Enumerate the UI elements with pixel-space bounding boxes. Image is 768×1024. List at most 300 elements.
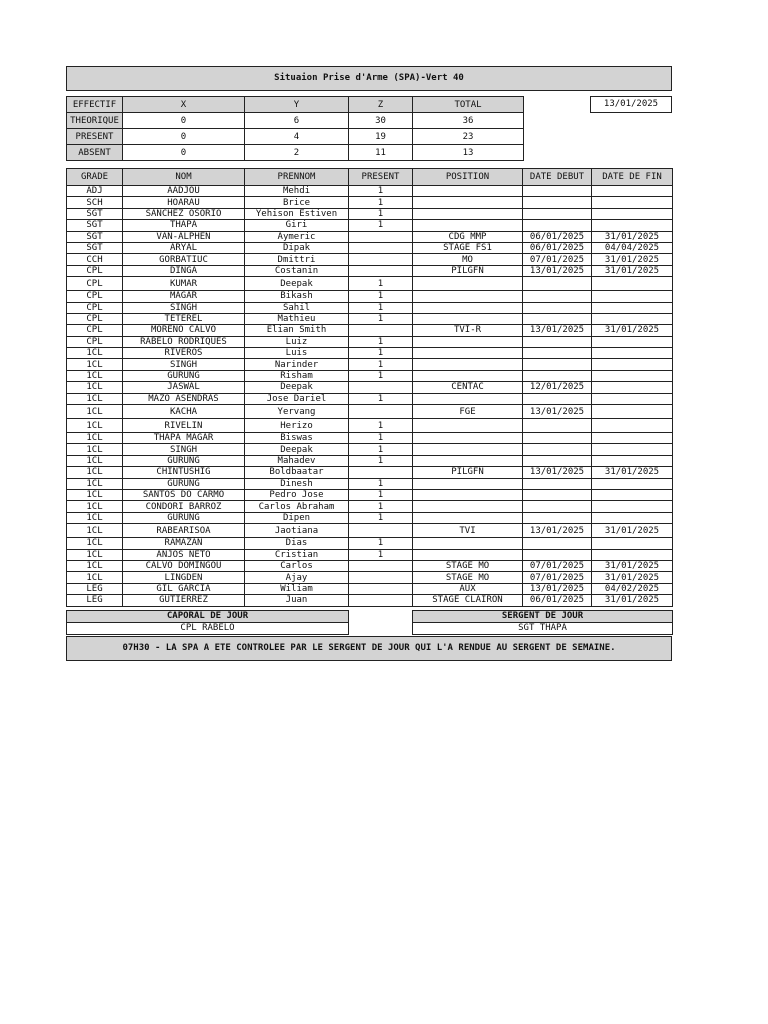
nom-cell: GURUNG — [123, 512, 245, 523]
date-fin-cell — [592, 478, 673, 489]
date-fin-cell — [592, 382, 673, 393]
date-fin-cell — [592, 336, 673, 347]
present-cell: 1 — [349, 291, 413, 302]
summary-row-label: ABSENT — [67, 145, 123, 161]
summary-value-cell: 36 — [413, 113, 524, 129]
nom-cell: SINGH — [123, 302, 245, 313]
date-fin-cell: 31/01/2025 — [592, 572, 673, 583]
present-cell: 1 — [349, 220, 413, 231]
position-cell — [413, 478, 523, 489]
present-cell — [349, 524, 413, 538]
prenom-cell: Ajay — [245, 572, 349, 583]
present-cell: 1 — [349, 359, 413, 370]
prenom-cell: Mahadev — [245, 455, 349, 466]
position-cell — [413, 348, 523, 359]
prenom-cell: Dias — [245, 538, 349, 549]
position-cell — [413, 359, 523, 370]
date-fin-cell — [592, 302, 673, 313]
date-fin-cell — [592, 348, 673, 359]
date-fin-cell — [592, 197, 673, 208]
present-cell: 1 — [349, 336, 413, 347]
nom-cell: KUMAR — [123, 277, 245, 291]
table-row — [67, 254, 673, 265]
prenom-cell: Deepak — [245, 444, 349, 455]
table-row — [67, 370, 673, 381]
grade-cell: CPL — [67, 291, 123, 302]
table-row — [67, 524, 673, 538]
position-cell — [413, 313, 523, 324]
present-cell: 1 — [349, 455, 413, 466]
prenom-cell: Bikash — [245, 291, 349, 302]
position-cell: STAGE MO — [413, 560, 523, 571]
date-debut-cell: 12/01/2025 — [523, 382, 592, 393]
roster-header-cell: DATE DEBUT — [523, 169, 592, 186]
date-fin-cell — [592, 208, 673, 219]
nom-cell: GORBATIUC — [123, 254, 245, 265]
date-debut-cell — [523, 433, 592, 444]
nom-cell: VAN-ALPHEN — [123, 231, 245, 242]
present-cell — [349, 560, 413, 571]
roster-header-cell: PRENNOM — [245, 169, 349, 186]
nom-cell: TETEREL — [123, 313, 245, 324]
summary-value-cell: 0 — [123, 113, 245, 129]
prenom-cell: Elian Smith — [245, 325, 349, 336]
nom-cell: AADJOU — [123, 186, 245, 197]
date-fin-cell — [592, 186, 673, 197]
position-cell — [413, 336, 523, 347]
present-cell: 1 — [349, 549, 413, 560]
table-row — [67, 265, 673, 276]
present-cell: 1 — [349, 489, 413, 500]
summary-row-label: THEORIQUE — [67, 113, 123, 129]
date-fin-cell — [592, 538, 673, 549]
prenom-cell: Risham — [245, 370, 349, 381]
date-debut-cell — [523, 348, 592, 359]
nom-cell: CALVO DOMINGOU — [123, 560, 245, 571]
summary-header-cell: TOTAL — [413, 97, 524, 113]
date-debut-cell — [523, 419, 592, 433]
present-cell: 1 — [349, 277, 413, 291]
prenom-cell: Carlos Abraham — [245, 501, 349, 512]
grade-cell: SGT — [67, 220, 123, 231]
nom-cell: MAZO ASENDRAS — [123, 393, 245, 404]
table-row — [67, 595, 673, 606]
position-cell — [413, 197, 523, 208]
position-cell — [413, 393, 523, 404]
date-debut-cell — [523, 313, 592, 324]
summary-value-cell: 0 — [123, 129, 245, 145]
date-fin-cell — [592, 370, 673, 381]
present-cell: 1 — [349, 302, 413, 313]
date-fin-cell — [592, 359, 673, 370]
grade-cell: CPL — [67, 325, 123, 336]
prenom-cell: Giri — [245, 220, 349, 231]
position-cell: FGE — [413, 405, 523, 419]
position-cell — [413, 291, 523, 302]
grade-cell: 1CL — [67, 455, 123, 466]
prenom-cell: Yervang — [245, 405, 349, 419]
nom-cell: SINGH — [123, 444, 245, 455]
date-fin-cell: 31/01/2025 — [592, 595, 673, 606]
date-debut-cell: 13/01/2025 — [523, 524, 592, 538]
prenom-cell: Biswas — [245, 433, 349, 444]
grade-cell: 1CL — [67, 572, 123, 583]
present-cell: 1 — [349, 370, 413, 381]
position-cell: STAGE CLAIRON — [413, 595, 523, 606]
date-debut-cell — [523, 538, 592, 549]
grade-cell: LEG — [67, 595, 123, 606]
position-cell — [413, 444, 523, 455]
nom-cell: GIL GARCIA — [123, 583, 245, 594]
summary-header-cell: X — [123, 97, 245, 113]
position-cell — [413, 549, 523, 560]
control-note: 07H30 - LA SPA A ETE CONTROLEE PAR LE SERGENT DE JOUR QUI L'A RENDUE AU SERGENT DE SEMAINE. — [66, 636, 672, 661]
nom-cell: SANCHEZ OSORIO — [123, 208, 245, 219]
table-row — [67, 560, 673, 571]
grade-cell: CCH — [67, 254, 123, 265]
date-fin-cell — [592, 419, 673, 433]
present-cell: 1 — [349, 433, 413, 444]
date-fin-cell: 31/01/2025 — [592, 560, 673, 571]
prenom-cell: Jaotiana — [245, 524, 349, 538]
date-debut-cell — [523, 291, 592, 302]
position-cell — [413, 186, 523, 197]
roster-table — [66, 168, 673, 607]
table-row — [67, 572, 673, 583]
prenom-cell: Deepak — [245, 382, 349, 393]
summary-value-cell: 11 — [349, 145, 413, 161]
position-cell — [413, 220, 523, 231]
present-cell — [349, 231, 413, 242]
table-row — [67, 467, 673, 478]
table-row — [67, 291, 673, 302]
position-cell — [413, 455, 523, 466]
grade-cell: 1CL — [67, 433, 123, 444]
prenom-cell: Aymeric — [245, 231, 349, 242]
sergent-label: SERGENT DE JOUR — [413, 611, 673, 623]
nom-cell: MAGAR — [123, 291, 245, 302]
date-debut-cell: 06/01/2025 — [523, 595, 592, 606]
summary-header-row — [67, 97, 524, 113]
date-debut-cell — [523, 186, 592, 197]
roster-header-cell: PRESENT — [349, 169, 413, 186]
date-debut-cell: 06/01/2025 — [523, 242, 592, 253]
present-cell: 1 — [349, 478, 413, 489]
date-debut-cell: 07/01/2025 — [523, 572, 592, 583]
grade-cell: 1CL — [67, 501, 123, 512]
prenom-cell: Herizo — [245, 419, 349, 433]
table-row — [67, 231, 673, 242]
summary-row — [67, 145, 524, 161]
position-cell — [413, 433, 523, 444]
nom-cell: GUTIERREZ — [123, 595, 245, 606]
date-fin-cell: 04/02/2025 — [592, 583, 673, 594]
date-fin-cell: 31/01/2025 — [592, 467, 673, 478]
table-row — [67, 242, 673, 253]
sergent-name: SGT THAPA — [413, 623, 673, 635]
grade-cell: 1CL — [67, 419, 123, 433]
grade-cell: SGT — [67, 242, 123, 253]
date-debut-cell — [523, 512, 592, 523]
position-cell: PILGFN — [413, 467, 523, 478]
nom-cell: SINGH — [123, 359, 245, 370]
grade-cell: 1CL — [67, 512, 123, 523]
position-cell — [413, 302, 523, 313]
position-cell: STAGE FS1 — [413, 242, 523, 253]
summary-value-cell: 2 — [245, 145, 349, 161]
present-cell: 1 — [349, 348, 413, 359]
prenom-cell: Sahil — [245, 302, 349, 313]
present-cell — [349, 405, 413, 419]
position-cell: STAGE MO — [413, 572, 523, 583]
nom-cell: GURUNG — [123, 478, 245, 489]
prenom-cell: Dipak — [245, 242, 349, 253]
grade-cell: 1CL — [67, 467, 123, 478]
table-row — [67, 359, 673, 370]
prenom-cell: Wiliam — [245, 583, 349, 594]
present-cell: 1 — [349, 197, 413, 208]
table-row — [67, 325, 673, 336]
table-row — [67, 489, 673, 500]
nom-cell: ARYAL — [123, 242, 245, 253]
table-row — [67, 512, 673, 523]
summary-row — [67, 113, 524, 129]
date-debut-cell: 13/01/2025 — [523, 405, 592, 419]
table-row — [67, 538, 673, 549]
date-debut-cell — [523, 478, 592, 489]
present-cell: 1 — [349, 186, 413, 197]
date-fin-cell — [592, 444, 673, 455]
date-fin-cell: 31/01/2025 — [592, 254, 673, 265]
grade-cell: 1CL — [67, 393, 123, 404]
report-date: 13/01/2025 — [590, 96, 672, 113]
date-fin-cell: 31/01/2025 — [592, 231, 673, 242]
table-row — [67, 336, 673, 347]
position-cell — [413, 538, 523, 549]
table-row — [67, 444, 673, 455]
caporal-label: CAPORAL DE JOUR — [67, 611, 349, 623]
date-debut-cell — [523, 302, 592, 313]
present-cell: 1 — [349, 538, 413, 549]
date-fin-cell — [592, 277, 673, 291]
position-cell — [413, 208, 523, 219]
table-row — [67, 478, 673, 489]
date-debut-cell — [523, 359, 592, 370]
present-cell — [349, 595, 413, 606]
nom-cell: THAPA — [123, 220, 245, 231]
position-cell — [413, 277, 523, 291]
table-row — [67, 433, 673, 444]
date-fin-cell — [592, 512, 673, 523]
date-fin-cell — [592, 433, 673, 444]
nom-cell: LINGDEN — [123, 572, 245, 583]
date-debut-cell: 13/01/2025 — [523, 265, 592, 276]
nom-cell: ANJOS NETO — [123, 549, 245, 560]
prenom-cell: Deepak — [245, 277, 349, 291]
grade-cell: SCH — [67, 197, 123, 208]
date-debut-cell — [523, 444, 592, 455]
present-cell: 1 — [349, 419, 413, 433]
date-fin-cell — [592, 489, 673, 500]
grade-cell: 1CL — [67, 405, 123, 419]
prenom-cell: Costanin — [245, 265, 349, 276]
table-row — [67, 583, 673, 594]
roster-header-cell: POSITION — [413, 169, 523, 186]
summary-value-cell: 23 — [413, 129, 524, 145]
grade-cell: SGT — [67, 231, 123, 242]
date-fin-cell — [592, 220, 673, 231]
nom-cell: GURUNG — [123, 370, 245, 381]
present-cell — [349, 325, 413, 336]
nom-cell: HOARAU — [123, 197, 245, 208]
prenom-cell: Mehdi — [245, 186, 349, 197]
nom-cell: DINGA — [123, 265, 245, 276]
grade-cell: 1CL — [67, 370, 123, 381]
present-cell: 1 — [349, 208, 413, 219]
prenom-cell: Mathieu — [245, 313, 349, 324]
position-cell: TVI-R — [413, 325, 523, 336]
table-row — [67, 549, 673, 560]
date-fin-cell — [592, 405, 673, 419]
position-cell: TVI — [413, 524, 523, 538]
present-cell — [349, 242, 413, 253]
prenom-cell: Narinder — [245, 359, 349, 370]
date-fin-cell — [592, 501, 673, 512]
position-cell: AUX — [413, 583, 523, 594]
present-cell: 1 — [349, 501, 413, 512]
page-title: Situaion Prise d'Arme (SPA)-Vert 40 — [66, 66, 672, 91]
grade-cell: CPL — [67, 265, 123, 276]
date-fin-cell — [592, 549, 673, 560]
present-cell — [349, 467, 413, 478]
table-row — [67, 220, 673, 231]
nom-cell: CHINTUSHIG — [123, 467, 245, 478]
prenom-cell: Cristian — [245, 549, 349, 560]
nom-cell: RIVEROS — [123, 348, 245, 359]
prenom-cell: Boldbaatar — [245, 467, 349, 478]
prenom-cell: Dipen — [245, 512, 349, 523]
summary-header-cell: Z — [349, 97, 413, 113]
table-row — [67, 277, 673, 291]
prenom-cell: Yehison Estiven — [245, 208, 349, 219]
summary-row — [67, 129, 524, 145]
summary-header-cell: Y — [245, 97, 349, 113]
table-row — [67, 302, 673, 313]
table-row — [67, 455, 673, 466]
present-cell: 1 — [349, 313, 413, 324]
summary-value-cell: 19 — [349, 129, 413, 145]
prenom-cell: Dinesh — [245, 478, 349, 489]
date-debut-cell: 13/01/2025 — [523, 467, 592, 478]
table-row — [67, 197, 673, 208]
date-debut-cell — [523, 501, 592, 512]
date-fin-cell: 31/01/2025 — [592, 524, 673, 538]
nom-cell: JASWAL — [123, 382, 245, 393]
grade-cell: SGT — [67, 208, 123, 219]
position-cell: MO — [413, 254, 523, 265]
table-row — [67, 208, 673, 219]
date-fin-cell — [592, 393, 673, 404]
position-cell: CENTAC — [413, 382, 523, 393]
grade-cell: 1CL — [67, 478, 123, 489]
grade-cell: LEG — [67, 583, 123, 594]
summary-row-label: PRESENT — [67, 129, 123, 145]
date-debut-cell: 13/01/2025 — [523, 583, 592, 594]
table-row — [67, 382, 673, 393]
present-cell — [349, 572, 413, 583]
date-fin-cell — [592, 291, 673, 302]
roster-header-cell: NOM — [123, 169, 245, 186]
date-debut-cell: 13/01/2025 — [523, 325, 592, 336]
prenom-cell: Luiz — [245, 336, 349, 347]
prenom-cell: Pedro Jose — [245, 489, 349, 500]
grade-cell: CPL — [67, 313, 123, 324]
present-cell: 1 — [349, 393, 413, 404]
date-debut-cell — [523, 197, 592, 208]
present-cell — [349, 265, 413, 276]
position-cell: PILGFN — [413, 265, 523, 276]
date-debut-cell — [523, 489, 592, 500]
summary-header-cell: EFFECTIF — [67, 97, 123, 113]
date-fin-cell: 31/01/2025 — [592, 325, 673, 336]
present-cell: 1 — [349, 444, 413, 455]
roster-header-row — [67, 169, 673, 186]
prenom-cell: Carlos — [245, 560, 349, 571]
prenom-cell: Juan — [245, 595, 349, 606]
nom-cell: RABELO RODRIQUES — [123, 336, 245, 347]
duty-footer — [66, 610, 673, 635]
nom-cell: RIVELIN — [123, 419, 245, 433]
date-debut-cell: 07/01/2025 — [523, 254, 592, 265]
date-debut-cell — [523, 277, 592, 291]
nom-cell: SANTOS DO CARMO — [123, 489, 245, 500]
date-debut-cell — [523, 370, 592, 381]
date-fin-cell — [592, 455, 673, 466]
grade-cell: 1CL — [67, 348, 123, 359]
grade-cell: CPL — [67, 277, 123, 291]
summary-value-cell: 30 — [349, 113, 413, 129]
summary-value-cell: 13 — [413, 145, 524, 161]
grade-cell: 1CL — [67, 489, 123, 500]
footer-spacer — [349, 611, 413, 635]
nom-cell: MORENO CALVO — [123, 325, 245, 336]
grade-cell: 1CL — [67, 538, 123, 549]
summary-table — [66, 96, 524, 161]
position-cell — [413, 370, 523, 381]
grade-cell: 1CL — [67, 560, 123, 571]
date-debut-cell — [523, 549, 592, 560]
table-row — [67, 501, 673, 512]
table-row — [67, 313, 673, 324]
table-row — [67, 419, 673, 433]
grade-cell: CPL — [67, 336, 123, 347]
present-cell — [349, 583, 413, 594]
grade-cell: 1CL — [67, 359, 123, 370]
nom-cell: KACHA — [123, 405, 245, 419]
summary-value-cell: 0 — [123, 145, 245, 161]
nom-cell: THAPA MAGAR — [123, 433, 245, 444]
grade-cell: 1CL — [67, 549, 123, 560]
grade-cell: CPL — [67, 302, 123, 313]
summary-value-cell: 6 — [245, 113, 349, 129]
present-cell — [349, 382, 413, 393]
nom-cell: CONDORI BARROZ — [123, 501, 245, 512]
nom-cell: RABEARISOA — [123, 524, 245, 538]
present-cell — [349, 254, 413, 265]
prenom-cell: Jose Dariel — [245, 393, 349, 404]
grade-cell: 1CL — [67, 382, 123, 393]
date-debut-cell — [523, 336, 592, 347]
